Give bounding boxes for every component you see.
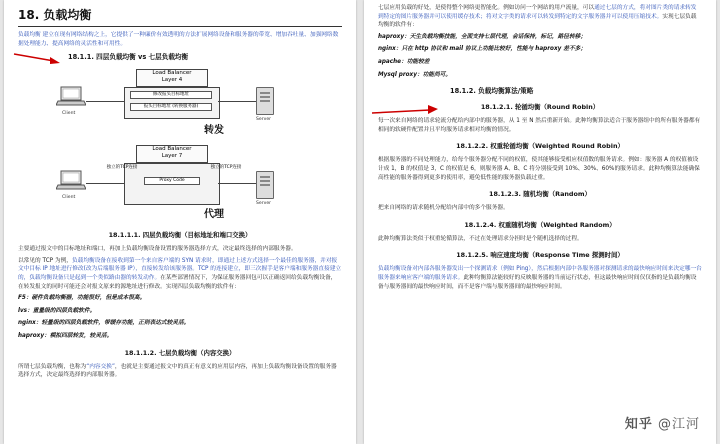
- software-lvs: lvs：重量级的四层负载软件。: [18, 307, 96, 314]
- subsubsection-heading-layer7: 18.1.1.2. 七层负载均衡（内容交换）: [124, 348, 236, 357]
- lb7-proxy-box: Proxy Code: [144, 177, 200, 185]
- algo-heading-round-robin: 18.1.2.1. 轮循均衡（Round Robin）: [480, 103, 600, 112]
- lb7-tcp-box-1: 独立的TCP连接: [106, 165, 138, 171]
- forward-label: 转发: [204, 125, 224, 137]
- proxy-label: 代理: [204, 209, 224, 221]
- zhihu-logo-text: 知乎: [624, 417, 653, 432]
- zhihu-watermark: [625, 413, 700, 432]
- lb4-forward-box: 报头目标地址 (转换服务器): [130, 103, 212, 111]
- arrow: [218, 183, 256, 184]
- algo-random-paragraph: 把来自网络的请求随机分配给内部中的多个服务器。: [378, 205, 509, 212]
- lb4-rewrite-box: 修改报头目标地址: [130, 91, 212, 99]
- software-mysql-proxy: Mysql proxy：功能尚可。: [378, 71, 452, 78]
- subsection-heading-algorithms: 18.1.2. 负载均衡算法/策略: [450, 87, 534, 96]
- client-label: Client: [62, 111, 76, 117]
- right-page: [364, 0, 716, 444]
- software-nginx: nginx：轻量级的四层负载软件，带缓存功能，正则表达式较灵活。: [18, 320, 190, 327]
- client-label: Client: [62, 195, 76, 201]
- subsubsection-heading-layer4: 18.1.1.1. 四层负载均衡（目标地址和端口交换）: [108, 231, 252, 240]
- lb7-tcp-box-2: 独立的TCP连接: [210, 165, 242, 171]
- load-balancer-diagram: [18, 65, 342, 223]
- algo-heading-response-time: 18.1.2.5. 响应速度均衡（Response Time 探测时间）: [456, 251, 624, 260]
- layer4-paragraph-2: 以常见的 TCP 为例，负载均衡设备在接收到第一个来自客户端的 SYN 请求时，即通过上述方式选择一个最佳的服务器，并对报文中目标 IP 地址进行修改(改为后端服务器 IP），直接转发给该服务器。TCP 的连接建立，即三次握手是客户端和服务器直接建立的，负载均衡设备只是起到一个类似路由器的转发动作。在某些部署情况下，为保证服务器回包可以正确返回给负载均衡设备，在转发报文的同时可能还会对报文原来的源地址进行修改。实现四层负载均衡的软件有：: [18, 257, 342, 290]
- client-laptop-icon: [56, 169, 86, 193]
- algo-heading-weighted-random: 18.1.2.4. 权重随机均衡（Weighted Random）: [464, 220, 616, 229]
- layer7-paragraph: 所谓七层负载均衡，也称为“内容交换”，也就是主要通过报文中的真正有意义的应用层内容，再加上负载均衡设备设置的服务器选择方式，决定最终选择的内部服务器。: [18, 363, 337, 379]
- server-icon: [256, 171, 274, 199]
- algo-weighted-random-paragraph: 此种均衡算法类似于权重轮循算法，不过在处理请求分担时是个随机选择的过程。: [378, 235, 583, 242]
- section-heading: 18. 负载均衡: [18, 6, 342, 27]
- server-label: Server: [256, 201, 272, 207]
- annotation-arrow-icon: [370, 104, 440, 118]
- server-icon: [256, 87, 274, 115]
- algo-response-time-paragraph: 负载均衡设备对内部各服务器发出一个探测请求（例如 Ping），然后根据内部中各服务器对探测请求的最快响应时间来决定哪一台服务器来响应客户端的服务请求。此种均衡算法能较好的反映服务器的当前运行状态，但这最快响应时间仅仅指的是负载均衡设备与服务器间的最快响应时间，而不是客户端与服务器间的最快响应时间。: [378, 266, 702, 290]
- lb7-header: Load Balancer Layer 7: [136, 145, 208, 163]
- annotation-arrow-icon: [12, 52, 62, 66]
- algo-weighted-round-robin-paragraph: 根据服务器的不同处理能力，给每个服务器分配不同的权值，使其能够接受相应权值数的服务请求。例如：服务器 A 的权值被设计成 1，B 的权值是 3，C 的权值是 6，则服务器 A、B、C 将分别接受到 10%、30%、60%的服务请求。此种均衡算法能确保高性能的服务器得到更多的使用率，避免低性能的服务器负载过重。: [378, 157, 700, 181]
- algo-heading-random: 18.1.2.3. 随机均衡（Random）: [489, 190, 591, 199]
- software-f5: F5：硬件负载均衡器，功能很好，但是成本很高。: [18, 295, 146, 302]
- software-haproxy: haproxy：天生负载均衡技能，全面支持七层代理，会话保持，标记，路径转移；: [378, 33, 587, 40]
- intro-paragraph: 负载均衡 建立在现有网络结构之上，它提供了一种廉价有效透明的方法扩展网络设备和服务器的带宽、增加吞吐量、加强网络数据处理能力、提高网络的灵活性和可用性。: [18, 32, 339, 47]
- arrow: [86, 183, 124, 184]
- software-haproxy: haproxy：模拟四层转发，较灵活。: [18, 332, 113, 339]
- author-handle: @江河: [657, 417, 700, 432]
- client-laptop-icon: [56, 85, 86, 109]
- left-page: [4, 0, 356, 444]
- arrow: [218, 101, 256, 102]
- server-label: Server: [256, 117, 272, 123]
- lb4-header: Load Balancer Layer 4: [136, 69, 208, 87]
- subsection-heading-layer4-vs-layer7: 18.1.1. 四层负载均衡 vs 七层负载均衡: [68, 53, 189, 62]
- algo-heading-weighted-round-robin: 18.1.2.2. 权重轮循均衡（Weighted Round Robin）: [456, 142, 624, 151]
- layer7-benefit-paragraph: 七层应用负载的好处，是使得整个网络更智能化。例如访问一个网站的用户流量，可以通过七层的方式，将对图片类的请求转发到特定的图片服务器并可以使用缓存技术；将对文字类的请求可以转发到特定的文字服务器并可以使用压缩技术。实现七层负载均衡的软件有：: [378, 5, 697, 29]
- algo-round-robin-paragraph: 每一次来自网络的请求轮流分配给内部中的服务器，从 1 至 N 然后重新开始。此种均衡算法适合于服务器组中的所有服务器都有相同的软硬件配置并且平均服务请求相对均衡的情况。: [378, 118, 701, 133]
- software-apache: apache：功能较差: [378, 58, 430, 65]
- software-nginx: nginx：只在 http 协议和 mail 协议上功能比较好，性能与 haproxy 差不多；: [378, 46, 587, 53]
- arrow: [86, 101, 124, 102]
- layer4-paragraph-1: 主要通过报文中的目标地址和端口，再加上负载均衡设备设置的服务器选择方式，决定最终选择的内部服务器。: [18, 246, 297, 253]
